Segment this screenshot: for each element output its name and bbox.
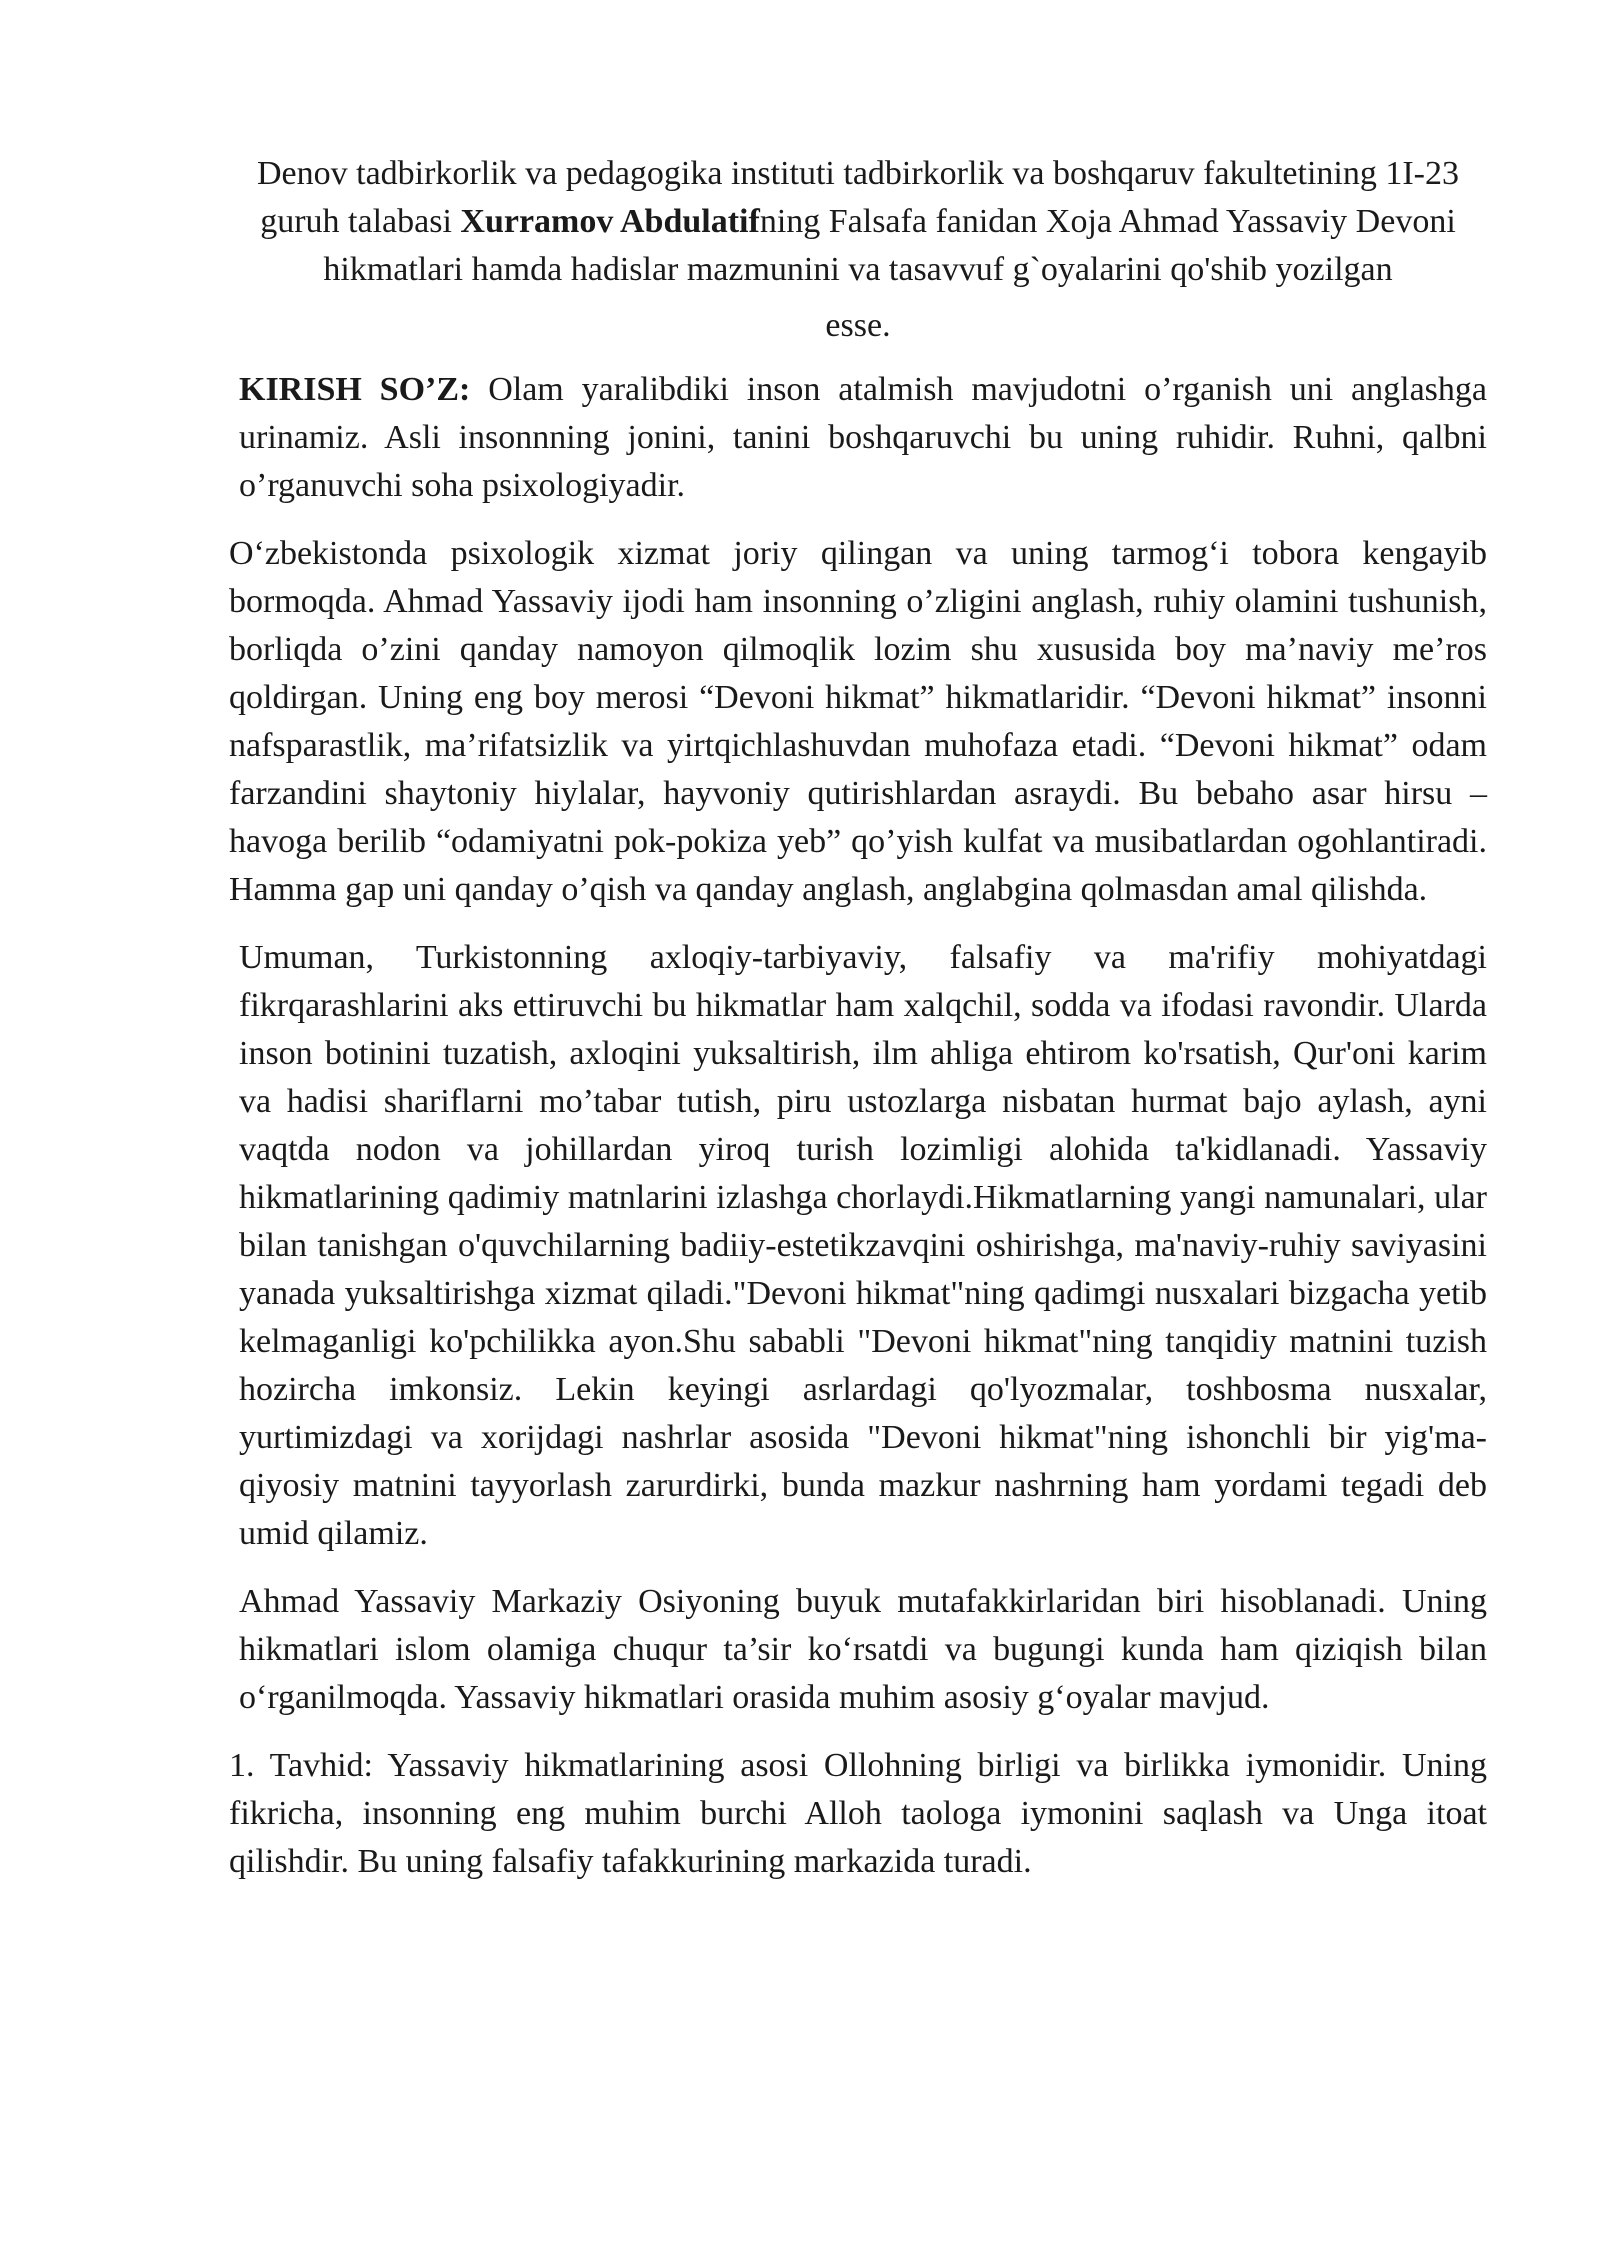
paragraph-turkistan-wisdom: Umuman, Turkistonning axloqiy-tarbiyaviy, falsafiy va ma'rifiy mohiyatdagi fikrqarashlarini aks ettiruvchi bu hikmatlar ham xalqchil, sodda va ifodasi ravondir. Ularda inson botinini tuzatish, axloqini yuksaltirish, ilm ahliga ehtirom ko'rsatish, Qur'oni karim va hadisi shariflarni mo’tabar tutish, piru ustozlarga nisbatan hurmat bajo aylash, ayni vaqtda nodon va johillardan yiroq turish lozimligi alohida ta'kidlanadi. Yassaviy hikmatlarining qadimiy matnlarini izlashga chorlaydi.Hikmatlarning yangi namunalari, ular bilan tanishgan o'quvchilarning badiiy-estetikzavqini oshirishga, ma'naviy-ruhiy saviyasini yanada yuksaltirishga xizmat qiladi."Devoni hikmat"ning qadimgi nusxalari bizgacha yetib kelmaganligi ko'pchilikka ayon.Shu sababli "Devoni hikmat"ning tanqidiy matnini tuzish hozircha imkonsiz. Lekin keyingi asrlardagi qo'lyozmalar, toshbosma nusxalar, yurtimizdagi va xorijdagi nashrlar asosida "Devoni hikmat"ning ishonchli bir yig'ma-qiyosiy matnini tayyorlash zarurdirki, bunda mazkur nashrning ham yordami tegadi deb umid qilamiz. [239,939,1487,1552]
essay-title [229,150,1487,294]
document-body [229,150,1487,1906]
author-name: Xurramov Abdulatif [460,203,760,240]
paragraph-psychology-service: O‘zbekistonda psixologik xizmat joriy qilingan va uning tarmog‘i tobora kengayib bormoqda. Ahmad Yassaviy ijodi ham insonning o’zligini anglash, ruhiy olamini tushunish, borliqda o’zini qanday namoyon qilmoqlik lozim shu xususida boy ma’naviy me’ros qoldirgan. Uning eng boy merosi “Devoni hikmat” hikmatlaridir. “Devoni hikmat” insonni nafsparastlik, ma’rifatsizlik va yirtqichlashuvdan muhofaza etadi. “Devoni hikmat” odam farzandini shaytoniy hiylalar, hayvoniy qutirishlardan asraydi. Bu bebaho asar hirsu – havoga berilib “odamiyatni pok-pokiza yeb” qo’yish kulfat va musibatlardan ogohlantiradi. Hamma gap uni qanday o’qish va qanday anglash, anglabgina qolmasdan amal qilishda. [229,535,1487,908]
essay-subtitle: esse. [825,307,891,344]
intro-text: Olam yaralibdiki inson atalmish mavjudotni o’rganish uni anglashga urinamiz. Asli insonnning jonini, tanini boshqaruvchi bu uning ruhidir. Ruhni, qalbni o’rganuvchi soha psixologiyadir. [239,371,1487,504]
paragraph-yassaviy-thinker: Ahmad Yassaviy Markaziy Osiyoning buyuk mutafakkirlaridan biri hisoblanadi. Uning hikmatlari islom olamiga chuqur ta’sir ko‘rsatdi va bugungi kunda ham qiziqish bilan o‘rganilmoqda. Yassaviy hikmatlari orasida muhim asosiy g‘oyalar mavjud. [239,1583,1487,1716]
intro-label: KIRISH SO’Z: [239,371,471,408]
intro-paragraph [229,366,1487,510]
paragraph-tavhid: 1. Tavhid: Yassaviy hikmatlarining asosi Ollohning birligi va birlikka iymonidir. Uning fikricha, insonning eng muhim burchi Alloh taologa iymonini saqlash va Unga itoat qilishdir. Bu uning falsafiy tafakkurining markazida turadi. [229,1747,1487,1880]
title-part-2: ning Falsafa fanidan Xoja Ahmad Yassaviy Devoni hikmatlari hamda hadislar mazmunini va tasavvuf g`oyalarini qo'shib yozilgan [323,203,1456,288]
title-part-1: Denov tadbirkorlik va pedagogika instituti tadbirkorlik va boshqaruv fakultetining 1I-23 guruh talabasi [256,155,1460,240]
